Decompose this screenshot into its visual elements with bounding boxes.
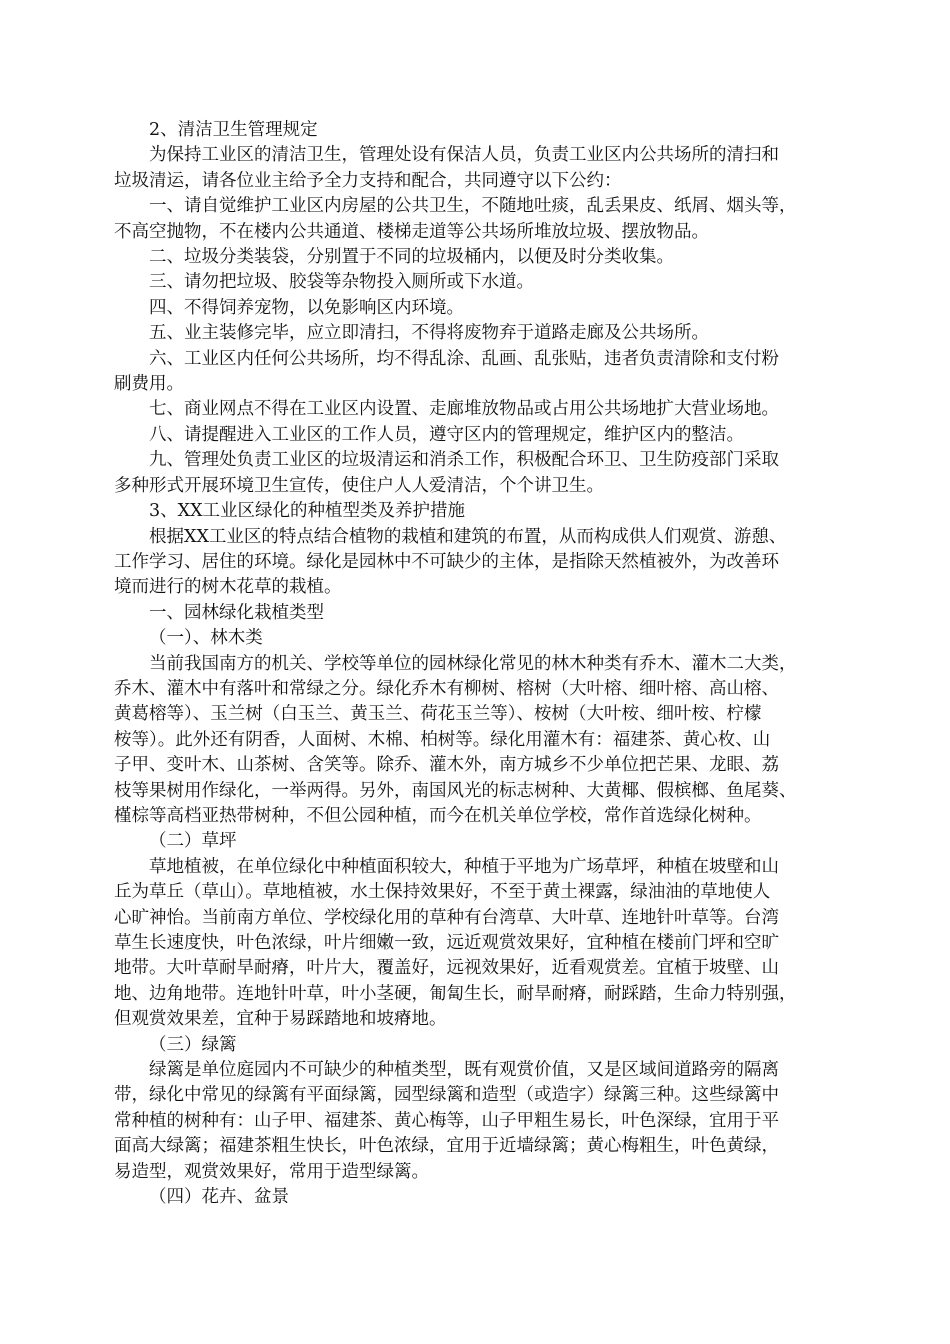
paragraph <box>114 143 856 194</box>
text-line: 但观赏效果差，宜种于易踩踏地和坡瘠地。 <box>114 1009 447 1030</box>
text-line: 丘为草丘（草山）。草地植被，水土保持效果好，不至于黄土裸露，绿油油的草地使人 <box>114 882 771 903</box>
section-heading <box>114 626 856 651</box>
section-heading <box>114 601 856 626</box>
text-line: 黄葛榕等）、玉兰树（白玉兰、黄玉兰、荷花玉兰等）、桉树（大叶桉、细叶桉、柠檬 <box>114 704 762 725</box>
text-line: 一、园林绿化栽植类型 <box>149 602 324 623</box>
section-heading <box>114 1033 856 1058</box>
text-line: 四、不得饲养宠物，以免影响区内环境。 <box>149 297 464 318</box>
text-line: 多种形式开展环境卫生宣传，使住户人人爱清洁，个个讲卫生。 <box>114 475 604 496</box>
text-line: 常种植的树种有：山子甲、福建茶、黄心梅等，山子甲粗生易长，叶色深绿，宜用于平 <box>114 1110 779 1131</box>
text-line: 面高大绿篱；福建茶粗生快长，叶色浓绿，宜用于近墙绿篱；黄心梅粗生，叶色黄绿， <box>114 1136 779 1157</box>
text-line: 乔木、灌木中有落叶和常绿之分。绿化乔木有柳树、榕树（大叶榕、细叶榕、高山榕、 <box>114 678 779 699</box>
paragraph <box>114 525 856 601</box>
text-line: （一）、林木类 <box>149 628 263 649</box>
text-line: 易造型，观赏效果好，常用于造型绿篱。 <box>114 1161 429 1182</box>
text-line: 九、管理处负责工业区的垃圾清运和消杀工作，积极配合环卫、卫生防疫部门采取 <box>149 450 779 471</box>
text-line: 根据XX工业区的特点结合植物的栽植和建筑的布置，从而构成供人们观赏、游憩、 <box>149 526 787 547</box>
text-line: 草生长速度快，叶色浓绿，叶片细嫩一致，远近观赏效果好，宜种植在楼前门坪和空旷 <box>114 933 779 953</box>
paragraph <box>114 1058 856 1185</box>
text-line: 带，绿化中常见的绿篱有平面绿篱，园型绿篱和造型（或造字）绿篱三种。这些绿篱中 <box>114 1085 779 1106</box>
text-line: 垃圾清运，请各位业主给予全力支持和配合，共同遵守以下公约： <box>114 170 622 191</box>
paragraph <box>114 397 856 422</box>
text-line: 一、请自觉维护工业区内房屋的公共卫生，不随地吐痰，乱丢果皮、纸屑、烟头等， <box>149 196 797 217</box>
text-line: （四）花卉、盆景 <box>149 1187 289 1208</box>
paragraph <box>114 855 856 1033</box>
paragraph <box>114 296 856 321</box>
text-line: 草地植被，在单位绿化中种植面积较大，种植于平地为广场草坪，种植在坡壁和山 <box>149 856 779 877</box>
text-line: 境而进行的树木花草的栽植。 <box>114 577 342 598</box>
paragraph <box>114 321 856 346</box>
text-line: 地带。大叶草耐旱耐瘠，叶片大，覆盖好，远视效果好，近看观赏差。宜植于坡壁、山 <box>114 958 779 979</box>
text-line: 七、商业网点不得在工业区内设置、走廊堆放物品或占用公共场地扩大营业场地。 <box>149 399 779 420</box>
paragraph <box>114 194 856 245</box>
text-line: （三）绿篱 <box>149 1034 237 1055</box>
section-heading <box>114 1185 856 1210</box>
paragraph <box>114 347 856 398</box>
text-line: 为保持工业区的清洁卫生，管理处设有保洁人员，负责工业区内公共场所的清扫和 <box>149 145 779 166</box>
text-line: 六、工业区内任何公共场所，均不得乱涂、乱画、乱张贴，违者负责清除和支付粉 <box>149 348 779 369</box>
text-line: 刷费用。 <box>114 374 184 395</box>
text-line: 3、XX工业区绿化的种植型类及养护措施 <box>149 501 466 522</box>
paragraph <box>114 245 856 270</box>
text-line: 不高空抛物，不在楼内公共通道、楼梯走道等公共场所堆放垃圾、摆放物品。 <box>114 221 709 242</box>
text-line: 地、边角地带。连地针叶草，叶小茎硬，匍匐生长，耐旱耐瘠，耐踩踏，生命力特别强， <box>114 983 797 1004</box>
text-line: 五、业主装修完毕，应立即清扫，不得将废物弃于道路走廊及公共场所。 <box>149 323 709 344</box>
paragraph <box>114 652 856 830</box>
text-line: 槿棕等高档亚热带树种，不但公园种植，而今在机关单位学校，常作首选绿化树种。 <box>114 805 762 826</box>
text-line: 三、请勿把垃圾、胶袋等杂物投入厕所或下水道。 <box>149 272 534 293</box>
paragraph <box>114 423 856 448</box>
text-line: 桉等）。此外还有阴香，人面树、木棉、柏树等。绿化用灌木有：福建茶、黄心枚、山 <box>114 729 771 750</box>
text-line: 枝等果树用作绿化，一举两得。另外，南国风光的标志树种、大黄椰、假槟榔、鱼尾葵、 <box>114 780 797 801</box>
text-line: 二、垃圾分类装袋，分别置于不同的垃圾桶内，以便及时分类收集。 <box>149 247 674 268</box>
text-line: 2、清洁卫生管理规定 <box>149 120 318 140</box>
text-line: 心旷神怡。当前南方单位、学校绿化用的草种有台湾草、大叶草、连地针叶草等。台湾 <box>114 907 779 928</box>
text-line: 当前我国南方的机关、学校等单位的园林绿化常见的林木种类有乔木、灌木二大类， <box>149 653 797 674</box>
text-line: 工作学习、居住的环境。绿化是园林中不可缺少的主体，是指除天然植被外，为改善环 <box>114 551 779 572</box>
text-line: 绿篱是单位庭园内不可缺少的种植类型，既有观赏价值，又是区域间道路旁的隔离 <box>149 1060 779 1081</box>
section-heading <box>114 499 856 524</box>
paragraph <box>114 270 856 295</box>
text-line: （二）草坪 <box>149 831 237 852</box>
section-heading <box>114 118 856 143</box>
document-page <box>114 118 856 1210</box>
section-heading <box>114 829 856 854</box>
text-line: 子甲、变叶木、山茶树、含笑等。除乔、灌木外，南方城乡不少单位把芒果、龙眼、荔 <box>114 755 779 776</box>
paragraph <box>114 448 856 499</box>
text-line: 八、请提醒进入工业区的工作人员，遵守区内的管理规定，维护区内的整洁。 <box>149 424 744 445</box>
